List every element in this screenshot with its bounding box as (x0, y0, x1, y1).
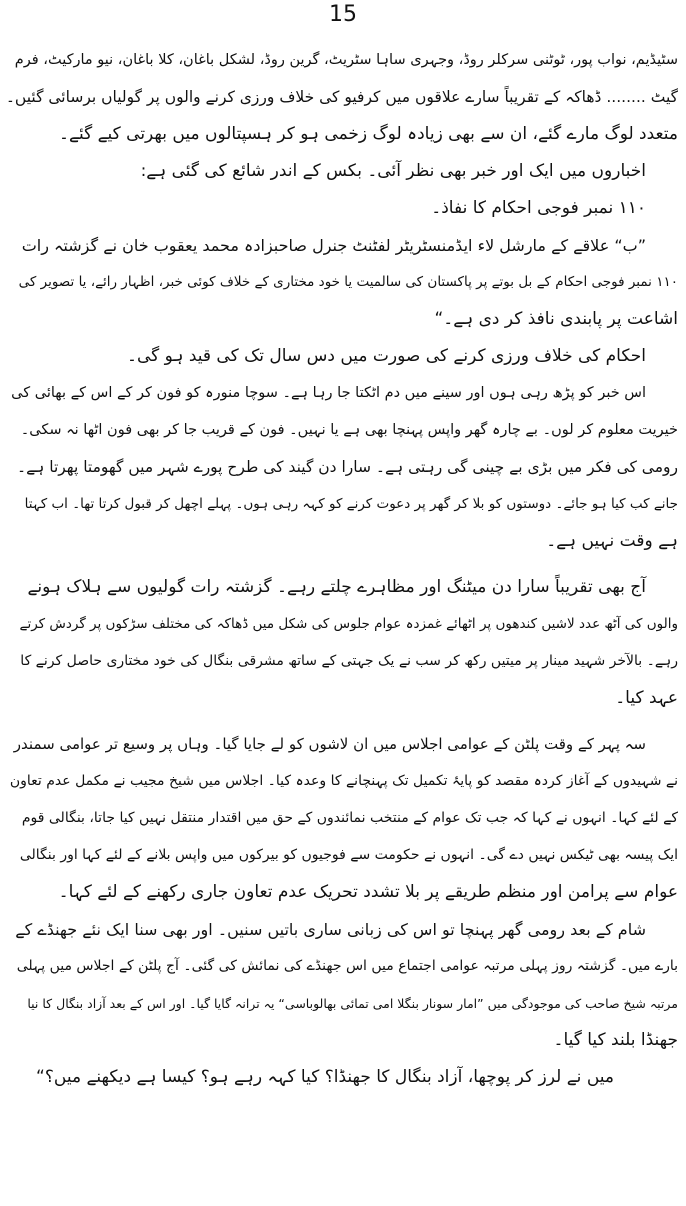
text-line: ۱۱۰ نمبر فوجی احکام کا نفاذ۔ (431, 198, 646, 218)
text-line: شام کے بعد رومی گھر پہنچا تو اس کی زبانی ساری باتیں سنیں۔ اور بھی سنا ایک نئے جھنڈے کے (15, 920, 646, 939)
text-line: ۱۱۰ نمبر فوجی احکام کے بل بوتے پر پاکستان کی سالمیت یا خود مختاری کے خلاف کوئی خبر، اظہار رائے، یا تصویر کی (18, 274, 678, 290)
text-line: اس خبر کو پڑھ رہی ہوں اور سینے میں دم اٹکتا جا رہا ہے۔ سوچا منورہ کو فون کر کے اس کے بھائی کی (11, 385, 646, 401)
text-line: مرتبہ شیخ صاحب کی موجودگی میں ”امار سونار بنگلا امی تمائی بھالوباسی“ یہ ترانہ گایا گیا۔ اور اس کے بعد آزاد بنگال کا نیا (27, 996, 678, 1011)
text-line: نے شہیدوں کے آغاز کردہ مقصد کو پایۂ تکمیل تک پہنچانے کا وعدہ کیا۔ اجلاس میں شیخ مجیب نے مکمل عدم تعاون (9, 773, 678, 789)
text-line: متعدد لوگ مارے گئے، ان سے بھی زیادہ لوگ زخمی ہو کر ہسپتالوں میں بھرتی کیے گئے۔ (59, 124, 678, 144)
text-line: عہد کیا۔ (615, 688, 678, 708)
text-line: عوام سے پرامن اور منظم طریقے پر بلا تشدد تحریک عدم تعاون جاری رکھنے کے لئے کہا۔ (58, 882, 678, 902)
body-text (6, 42, 678, 1096)
text-line: رومی کی فکر میں بڑی بے چینی گی رہتی ہے۔ سارا دن گیند کی طرح پورے شہر میں گھومتا پھرتا ہے۔ (17, 458, 678, 476)
text-line: جانے کب کیا ہو جائے۔ دوستوں کو بلا کر گھر پر دعوت کرنے کو کہہ رہی ہوں۔ پہلے اچھل کر قبول کرتا تھا۔ اب کہتا (24, 496, 678, 512)
text-line: ہے وقت نہیں ہے۔ (546, 531, 678, 551)
text-line: جھنڈا بلند کیا گیا۔ (553, 1030, 678, 1050)
text-line: اخباروں میں ایک اور خبر بھی نظر آئی۔ بکس کے اندر شائع کی گئی ہے: (140, 161, 646, 181)
text-line: اشاعت پر پابندی نافذ کر دی ہے۔“ (434, 309, 678, 329)
page-number: 15 (329, 2, 357, 27)
text-line: گیٹ ........ ڈھاکہ کے تقریباً سارے علاقوں میں کرفیو کی خلاف ورزی کرنے والوں پر گولیاں برسائی گئیں۔ (6, 88, 678, 106)
text-line: خیریت معلوم کر لوں۔ بے چارہ گھر واپس پہنچا بھی ہے یا نہیں۔ فون کے قریب جا کر بھی فون اٹھا نہ سکی۔ (20, 422, 678, 438)
text-line: سٹیڈیم، نواب پور، ٹوٹنی سرکلر روڈ، وجہری ساہا سٹریٹ، گرین روڈ، لشکل باغان، کلا باغان، نیو مارکیٹ، فرم (14, 52, 678, 68)
text-line: آج بھی تقریباً سارا دن میٹنگ اور مظاہرے چلتے رہے۔ گزشتہ رات گولیوں سے ہلاک ہونے (27, 577, 646, 597)
text-line: کے لئے کہا۔ انہوں نے کہا کہ جب تک عوام کے منتخب نمائندوں کے حق میں اقتدار منتقل نہیں کیا جاتا، بنگالی قوم (21, 810, 678, 826)
text-line: سہ پہر کے وقت پلٹن کے عوامی اجلاس میں ان لاشوں کو لے جایا گیا۔ وہاں پر وسیع تر عوامی سمندر (13, 735, 646, 753)
text-line: رہے۔ بالآخر شہید مینار پر میتیں رکھ کر سب نے یک جہتی کے ساتھ مشرقی بنگال کی خود مختاری حاصل کرنے کا (20, 653, 678, 669)
text-line: ”ب“ علاقے کے مارشل لاء ایڈمنسٹریٹر لفٹنٹ جنرل صاحبزادہ محمد یعقوب خان نے گزشتہ رات (21, 236, 646, 255)
text-line: والوں کی آٹھ عدد لاشیں کندھوں پر اٹھائے غمزدہ عوام جلوس کی شکل میں ڈھاکہ کی مختلف سڑکوں پر گردش کرتے (19, 616, 678, 632)
text-line: ایک پیسہ بھی ٹیکس نہیں دے گی۔ انہوں نے حکومت سے فوجیوں کو بیرکوں میں واپس بلانے کے لئے کہا اور بنگالی (19, 847, 678, 863)
text-line: میں نے لرز کر پوچھا، آزاد بنگال کا جھنڈا؟ کیا کہہ رہے ہو؟ کیسا ہے دیکھنے میں؟“ (36, 1067, 614, 1087)
text-line: بارے میں۔ گزشتہ روز پہلی مرتبہ عوامی اجتماع میں اس جھنڈے کی نمائش کی گئی۔ آج پلٹن کے اجلاس میں پہلی (16, 958, 678, 974)
text-line: احکام کی خلاف ورزی کرنے کی صورت میں دس سال تک کی قید ہو گی۔ (127, 346, 646, 366)
